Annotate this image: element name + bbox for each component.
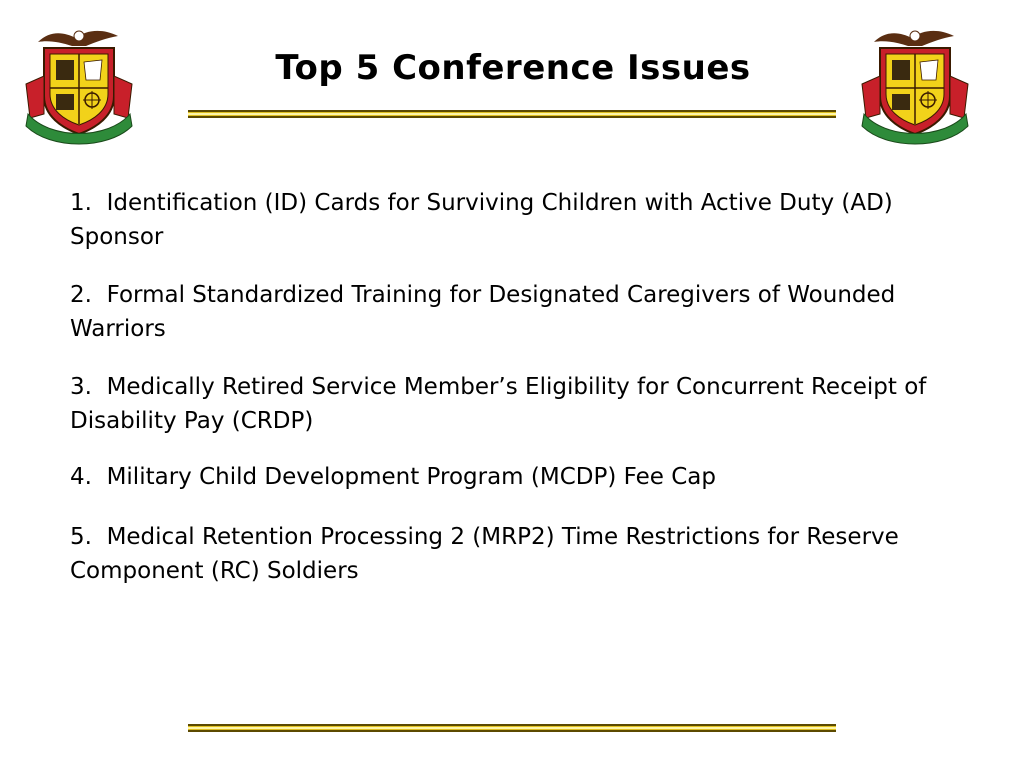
issue-list: [70, 186, 950, 612]
crest-logo-right: [856, 22, 974, 150]
crest-logo-left: [20, 22, 138, 150]
slide-title: Top 5 Conference Issues: [275, 48, 751, 88]
footer-divider: [188, 724, 836, 732]
issue-item-2: 2. Formal Standardized Training for Designated Caregivers of Wounded Warriors: [70, 282, 903, 342]
issue-item-3: 3. Medically Retired Service Member’s Eligibility for Concurrent Receipt of Disability Pay (CRDP): [70, 374, 934, 434]
title-divider: [188, 110, 836, 118]
issue-item-5: 5. Medical Retention Processing 2 (MRP2) Time Restrictions for Reserve Component (RC) Soldiers: [70, 524, 907, 584]
issue-item-4: 4. Military Child Development Program (MCDP) Fee Cap: [70, 464, 716, 490]
issue-item-1: 1. Identification (ID) Cards for Surviving Children with Active Duty (AD) Sponsor: [70, 190, 901, 250]
